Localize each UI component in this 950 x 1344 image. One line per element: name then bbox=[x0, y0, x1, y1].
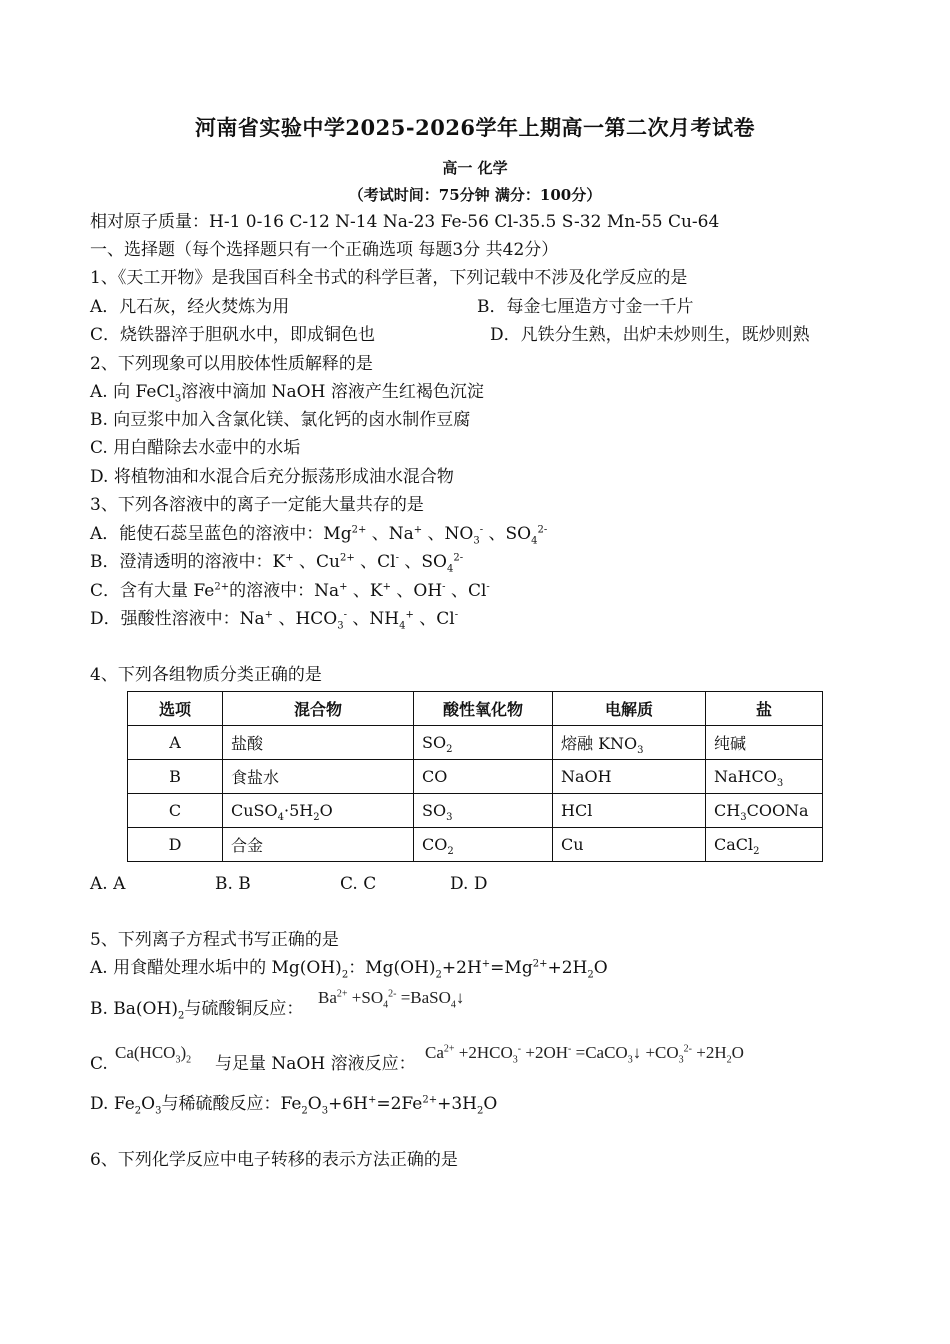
header-acidic-oxide: 酸性氧化物 bbox=[414, 692, 553, 726]
table-cell: $SO_3$ bbox=[414, 794, 553, 828]
table-cell: 盐酸 bbox=[223, 726, 414, 760]
table-cell: CaCl$_2$ bbox=[706, 828, 823, 862]
q2-option-c: C. 用白醋除去水壶中的水垢 bbox=[90, 438, 301, 458]
table-row bbox=[128, 726, 823, 760]
q2-option-a bbox=[90, 381, 484, 403]
table-cell: $SO_2$ bbox=[414, 726, 553, 760]
q5-option-b: B. $Ba(OH)_2$与硫酸铜反应： bbox=[90, 999, 304, 1022]
q2-stem: 2、下列现象可以用胶体性质解释的是 bbox=[90, 354, 373, 374]
classification-table bbox=[127, 691, 823, 862]
q1-options-ab bbox=[90, 296, 850, 318]
section-heading: 一、选择题（每个选择题只有一个正确选项 每题3分 共42分） bbox=[90, 240, 559, 260]
q5-option-c: C. bbox=[90, 1054, 108, 1074]
q2-a-post: 溶液中滴加 NaOH 溶液产生红褐色沉淀 bbox=[181, 382, 484, 402]
q4-answer-c: C. C bbox=[340, 874, 377, 894]
table-header-row bbox=[128, 692, 823, 726]
table-cell: 合金 bbox=[223, 828, 414, 862]
q3-option-c: C．含有大量 $Fe^{2+}$的溶液中：Na+ 、K+ 、OH- 、Cl- bbox=[90, 581, 490, 601]
table-cell: 纯碱 bbox=[706, 726, 823, 760]
q5-c-formula: $Ca(HCO_3)_2$ bbox=[115, 1043, 192, 1066]
q4-answer-b: B. B bbox=[215, 874, 251, 894]
table-cell: 食盐水 bbox=[223, 760, 414, 794]
q3-option-b: B．澄清透明的溶液中：K+ 、$Cu^{2+}$ 、Cl- 、$SO_4^{2-}$ bbox=[90, 552, 464, 575]
q6-stem: 6、下列化学反应中电子转移的表示方法正确的是 bbox=[90, 1150, 458, 1170]
table-cell: $CH_3COONa$ bbox=[706, 794, 823, 828]
q3-option-a: A．能使石蕊呈蓝色的溶液中：$Mg^{2+}$ 、Na+ 、$NO_3^-$ 、$SO_4^{2-}$ bbox=[90, 524, 548, 547]
q3-option-d: D．强酸性溶液中：Na+ 、$HCO_3^-$ 、$NH_4^+$ 、Cl- bbox=[90, 609, 459, 632]
table-cell: Cu bbox=[553, 828, 706, 862]
q1-stem: 1、《天工开物》是我国百科全书式的科学巨著，下列记载中不涉及化学反应的是 bbox=[90, 268, 688, 288]
header-salt: 盐 bbox=[706, 692, 823, 726]
q1-option-c: C．烧铁器淬于胆矾水中，即成铜色也 bbox=[90, 325, 376, 345]
q4-stem: 4、下列各组物质分类正确的是 bbox=[90, 665, 322, 685]
header-electrolyte: 电解质 bbox=[553, 692, 706, 726]
table-row bbox=[128, 828, 823, 862]
header-mixture: 混合物 bbox=[223, 692, 414, 726]
q3-stem: 3、下列各溶液中的离子一定能大量共存的是 bbox=[90, 495, 424, 515]
table-cell: NaOH bbox=[553, 760, 706, 794]
table-cell: HCl bbox=[553, 794, 706, 828]
table-cell: A bbox=[128, 726, 223, 760]
table-cell: B bbox=[128, 760, 223, 794]
q3-d-label: D．强酸性溶液中： bbox=[90, 609, 240, 629]
q4-answer-d: D. D bbox=[450, 874, 488, 894]
q5-b-label: 与硫酸铜反应： bbox=[184, 999, 304, 1019]
table-cell: CO bbox=[414, 760, 553, 794]
q2-a-sub: 3 bbox=[174, 393, 182, 405]
q3-c-label: C．含有大量 Fe bbox=[90, 581, 215, 601]
q2-option-b: B. 向豆浆中加入含氯化镁、氯化钙的卤水制作豆腐 bbox=[90, 410, 471, 430]
q1-option-b: B．每金七厘造方寸金一千片 bbox=[477, 297, 694, 317]
q3-c-label2: 的溶液中： bbox=[229, 581, 315, 601]
table-cell: $CuSO_4\cdot 5H_2O$ bbox=[223, 794, 414, 828]
q4-answer-a: A. A bbox=[90, 874, 126, 894]
table-row bbox=[128, 794, 823, 828]
q5-option-d: D. $Fe_2O_3$与稀硫酸反应：$Fe_2O_3+6H^+=2Fe^{2+}+3H_2O$ bbox=[90, 1094, 498, 1117]
table-cell: D bbox=[128, 828, 223, 862]
q5-stem: 5、下列离子方程式书写正确的是 bbox=[90, 930, 339, 950]
q4-answers bbox=[90, 873, 487, 895]
atomic-masses: 相对原子质量：H-1 0-16 C-12 N-14 Na-23 Fe-56 Cl-35.5 S-32 Mn-55 Cu-64 bbox=[90, 212, 720, 232]
q5-d-label: 与稀硫酸反应： bbox=[161, 1094, 281, 1114]
table-cell: NaHCO$_3$ bbox=[706, 760, 823, 794]
q2-a-pre: A. 向 FeCl bbox=[90, 382, 175, 402]
table-cell: $CO_2$ bbox=[414, 828, 553, 862]
exam-info: （考试时间：75分钟 满分：100分） bbox=[348, 186, 602, 204]
q1-options-cd bbox=[90, 324, 850, 346]
q5-c-equation: $Ca^{2+} +2HCO_3^- +2OH^-$ =CaCO$_3$↓ $+CO_3^{2-} +2H_2O$ bbox=[425, 1043, 744, 1066]
q3-b-label: B．澄清透明的溶液中： bbox=[90, 552, 273, 572]
q5-option-a: A. 用食醋处理水垢中的 $Mg(OH)_2$：$Mg(OH)_2+2H^+=Mg^{2+}+2H_2O$ bbox=[90, 958, 608, 981]
q2-option-d: D. 将植物油和水混合后充分振荡形成油水混合物 bbox=[90, 467, 454, 487]
q5-a-label: A. 用食醋处理水垢中的 Mg(OH) bbox=[90, 958, 342, 978]
table-cell: C bbox=[128, 794, 223, 828]
table-row bbox=[128, 760, 823, 794]
q3-a-label: A．能使石蕊呈蓝色的溶液中： bbox=[90, 524, 324, 544]
q5-c-label: 与足量 NaOH 溶液反应： bbox=[215, 1054, 416, 1074]
q1-option-a: A．凡石灰，经火焚炼为用 bbox=[90, 297, 290, 317]
q5-b-equation: $Ba^{2+} +SO_4^{2-}$ =BaSO$_4$↓ bbox=[318, 988, 465, 1011]
table-cell: 熔融 $KNO_3$ bbox=[553, 726, 706, 760]
q1-option-d: D．凡铁分生熟，出炉未炒则生，既炒则熟 bbox=[490, 325, 810, 345]
header-option: 选项 bbox=[128, 692, 223, 726]
exam-title: 河南省实验中学2025-2026学年上期高一第二次月考试卷 bbox=[194, 115, 756, 140]
exam-subtitle: 高一 化学 bbox=[442, 159, 508, 177]
